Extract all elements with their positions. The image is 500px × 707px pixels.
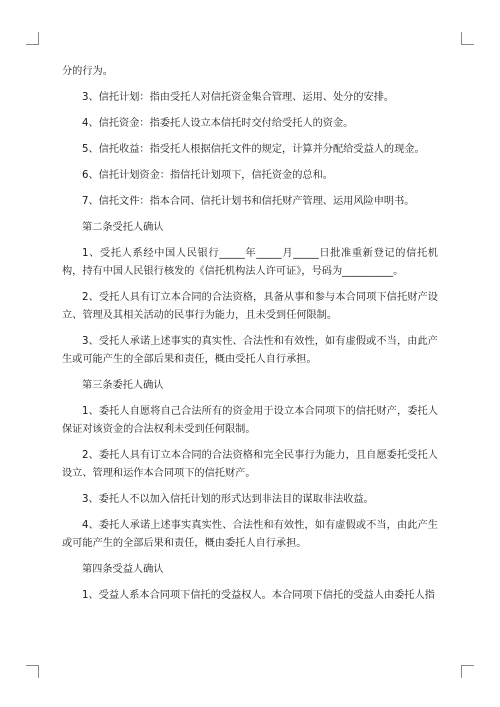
crop-mark-top-right: [461, 32, 474, 45]
paragraph: 5、信托收益：指受托人根据信托文件的规定，计算并分配给受益人的现金。: [82, 144, 425, 155]
paragraph: 3、受托人承诺上述事实的真实性、合法性和有效性，如有虚假或不当，由此产生或可能产生的全部后果和责任，概由受托人自行承担。: [62, 336, 438, 365]
paragraph: 2、受托人具有订立本合同的合法资格，具备从事和参与本合同项下信托财产设立、管理及其相关活动的民事行为能力，且未受到任何限制。: [62, 292, 438, 321]
section-heading: 第四条受益人确认: [82, 564, 164, 575]
paragraph: 2、委托人具有订立本合同的合法资格和完全民事行为能力，且自愿委托受托人设立、管理和运作本合同项下的信托财产。: [62, 450, 438, 479]
paragraph: 6、信托计划资金：指信托计划项下，信托资金的总和。: [82, 170, 333, 181]
section-heading: 第三条委托人确认: [82, 380, 164, 391]
paragraph: 3、委托人不以加入信托计划的形式达到非法目的谋取非法收益。: [82, 494, 374, 505]
paragraph: 1、委托人自愿将自己合法所有的资金用于设立本合同项下的信托财产，委托人保证对该资金的合法权利未受到任何限制。: [62, 406, 438, 435]
paragraph: 1、受益人系本合同项下信托的受益权人。本合同项下信托的受益人由委托人指: [82, 590, 435, 601]
crop-mark-top-left: [26, 32, 39, 45]
section-heading: 第二条受托人确认: [82, 222, 164, 233]
paragraph: 1、受托人系经中国人民银行_____年_____月_____日批准重新登记的信托机构，持有中国人民银行核发的《信托机构法人许可证》，号码为__________。: [62, 248, 438, 277]
crop-mark-bottom-left: [26, 665, 39, 678]
crop-mark-bottom-right: [461, 665, 474, 678]
paragraph: 3、信托计划：指由受托人对信托资金集合管理、运用、处分的安排。: [82, 92, 395, 103]
document-body: [62, 63, 438, 613]
paragraph: 分的行为。: [62, 66, 113, 77]
paragraph: 4、委托人承诺上述事实真实性、合法性和有效性，如有虚假或不当，由此产生或可能产生的全部后果和责任，概由委托人自行承担。: [62, 520, 438, 549]
paragraph: 4、信托资金：指委托人设立本信托时交付给受托人的资金。: [82, 118, 354, 129]
paragraph: 7、信托文件：指本合同、信托计划书和信托财产管理、运用风险申明书。: [82, 196, 415, 207]
